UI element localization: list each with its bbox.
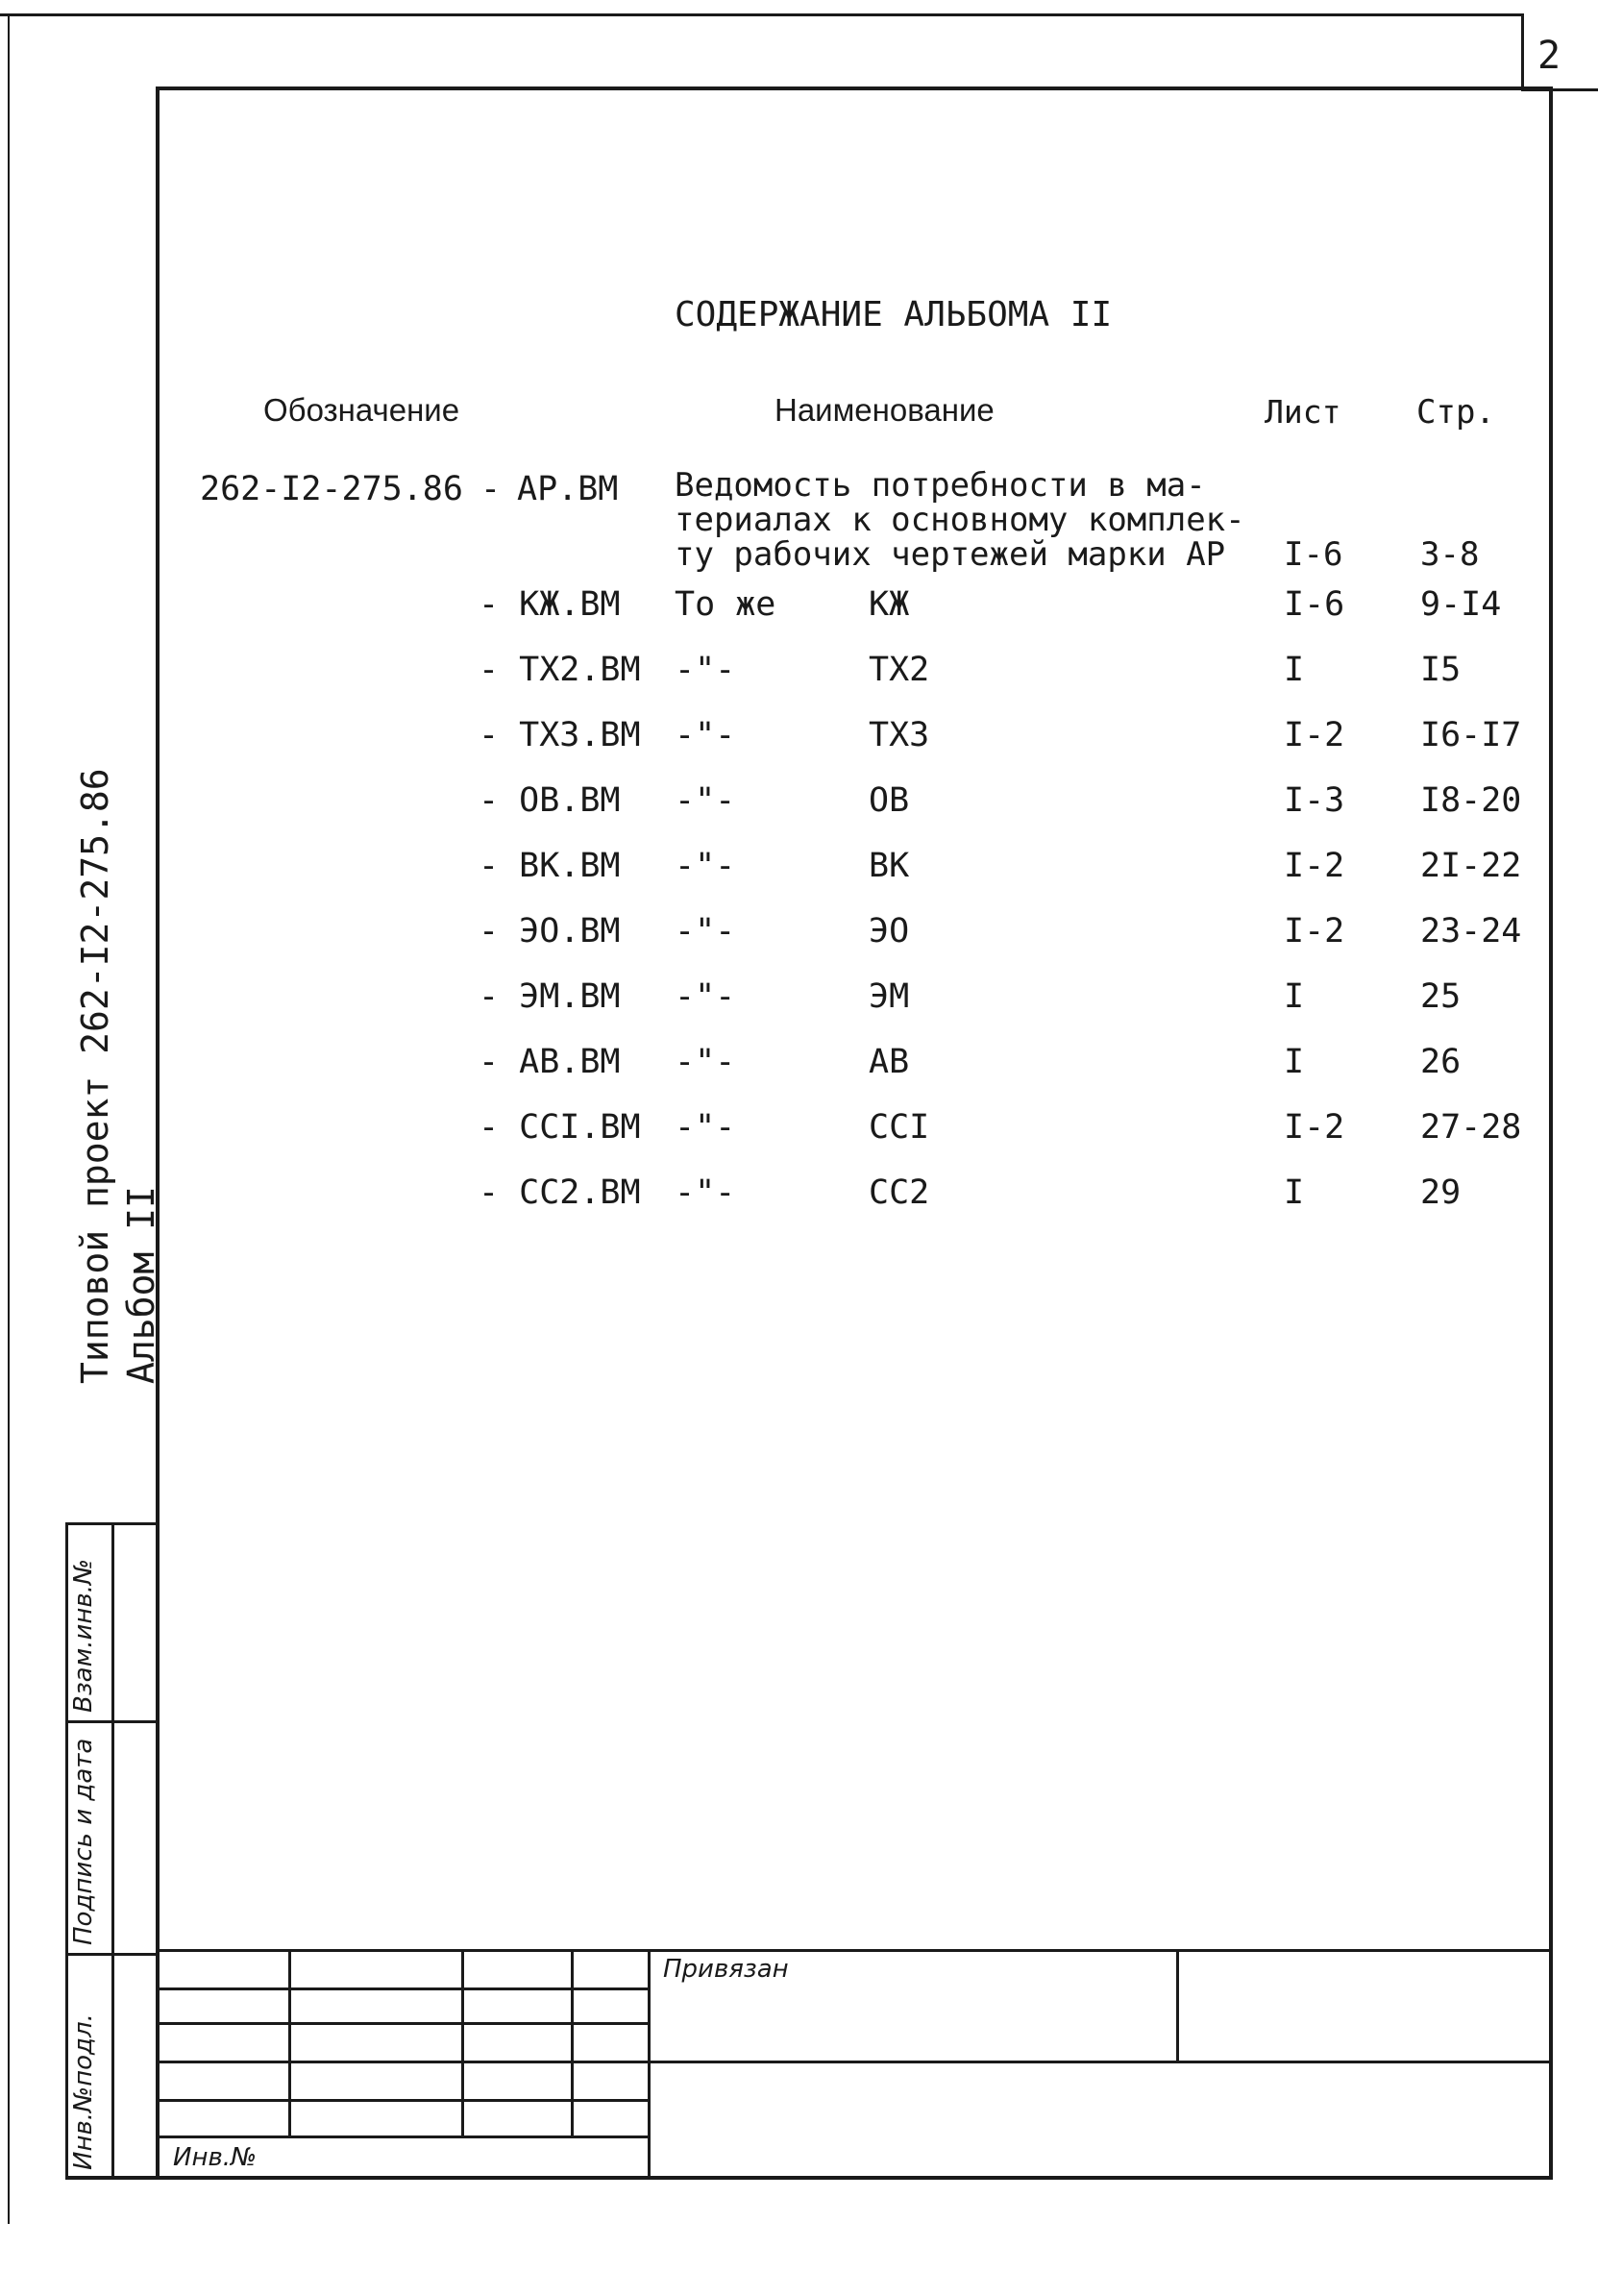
stamp-vzam-label: Взам.инв.№ <box>69 1559 98 1713</box>
first-row-sheet: I-6 <box>1284 535 1343 574</box>
header-sheet: Лист <box>1265 393 1341 431</box>
row-sheet: I-2 <box>1284 1108 1345 1147</box>
first-row-code: АР.ВМ <box>517 470 619 508</box>
row-sheet: I-2 <box>1284 912 1345 950</box>
frame-left <box>156 86 160 2178</box>
row-mark: ТХ3 <box>869 716 930 754</box>
tb-col <box>461 1949 464 2137</box>
row-desc: -"- <box>675 912 736 950</box>
stamp-divider <box>111 1522 114 2180</box>
row-code: - АВ.ВМ <box>479 1043 621 1081</box>
row-desc: -"- <box>675 651 736 689</box>
stamp-inv-podl-label: Инв.№подл. <box>69 2013 98 2170</box>
inv-no-label: Инв.№ <box>173 2143 258 2172</box>
frame-bottom <box>65 2176 1553 2180</box>
row-desc: -"- <box>675 1043 736 1081</box>
frame-right <box>1549 86 1553 2178</box>
row-sheet: I-3 <box>1284 781 1345 820</box>
stamp-top <box>65 1522 158 1525</box>
row-mark: СС2 <box>869 1173 930 1212</box>
row-page: 27-28 <box>1420 1108 1522 1147</box>
row-sheet: I <box>1284 1173 1305 1212</box>
header-page: Стр. <box>1416 393 1495 432</box>
privyazan-label: Привязан <box>663 1955 789 1984</box>
frame-top <box>158 86 1551 90</box>
row-mark: ТХ2 <box>869 651 930 689</box>
row-page: 25 <box>1420 977 1462 1016</box>
row-code: - КЖ.ВМ <box>479 585 621 624</box>
row-mark: ВК <box>869 847 910 885</box>
row-sheet: I <box>1284 1043 1305 1081</box>
page-edge-left <box>8 13 10 2224</box>
tb-row <box>158 2136 650 2138</box>
side-project-label: Типовой проект 262-I2-275.86 <box>74 768 116 1384</box>
stamp-sep <box>65 1720 158 1723</box>
row-desc: -"- <box>675 847 736 885</box>
page-number-box-left <box>1521 13 1524 90</box>
document-title: СОДЕРЖАНИЕ АЛЬБОМА II <box>675 295 1113 334</box>
row-code: - ЭО.ВМ <box>479 912 621 950</box>
stamp-left-edge <box>65 1522 68 2180</box>
row-code: - СС2.ВМ <box>479 1173 641 1212</box>
row-code: - ССI.ВМ <box>479 1108 641 1147</box>
stamp-sep <box>65 1953 158 1956</box>
row-page: 29 <box>1420 1173 1462 1212</box>
first-row-name-line: Ведомость потребности в ма- <box>675 466 1206 505</box>
row-desc: -"- <box>675 977 736 1016</box>
row-code: - ТХ2.ВМ <box>479 651 641 689</box>
row-mark: КЖ <box>869 585 910 624</box>
row-desc: То же <box>675 585 776 624</box>
row-mark: ССI <box>869 1108 930 1147</box>
first-row-name-line: териалах к основному комплек- <box>675 501 1245 539</box>
tb-row <box>158 1987 650 1990</box>
row-sheet: I-2 <box>1284 847 1345 885</box>
row-page: I5 <box>1420 651 1462 689</box>
row-mark: ЭМ <box>869 977 910 1016</box>
tb-row <box>158 2061 1551 2063</box>
row-page: 26 <box>1420 1043 1462 1081</box>
page-edge-top <box>0 13 1521 16</box>
row-code: - ТХ3.ВМ <box>479 716 641 754</box>
side-album-label: Альбом II <box>120 1186 162 1384</box>
row-code: - ЭМ.ВМ <box>479 977 621 1016</box>
row-mark: ЭО <box>869 912 910 950</box>
row-page: 2I-22 <box>1420 847 1522 885</box>
row-desc: -"- <box>675 716 736 754</box>
code-prefix: 262-I2-275.86 <box>200 470 463 508</box>
header-name: Наименование <box>774 392 995 428</box>
header-designation: Обозначение <box>263 392 460 428</box>
first-row-page: 3-8 <box>1420 535 1480 574</box>
row-page: I6-I7 <box>1420 716 1522 754</box>
tb-row <box>158 2022 650 2025</box>
row-sheet: I <box>1284 977 1305 1016</box>
tb-col <box>648 1949 651 2178</box>
row-page: 23-24 <box>1420 912 1522 950</box>
tb-top <box>158 1949 1551 1952</box>
tb-col <box>288 1949 291 2137</box>
row-sheet: I-6 <box>1284 585 1345 624</box>
row-sheet: I-2 <box>1284 716 1345 754</box>
row-page: 9-I4 <box>1420 585 1502 624</box>
row-code: - ВК.ВМ <box>479 847 621 885</box>
row-desc: -"- <box>675 1108 736 1147</box>
row-mark: АВ <box>869 1043 910 1081</box>
row-desc: -"- <box>675 781 736 820</box>
row-code: - ОВ.ВМ <box>479 781 621 820</box>
tb-col <box>571 1949 574 2137</box>
page-number: 2 <box>1537 34 1561 78</box>
first-row-dash: - <box>480 470 502 508</box>
row-sheet: I <box>1284 651 1305 689</box>
row-page: I8-20 <box>1420 781 1522 820</box>
tb-row <box>158 2099 650 2102</box>
row-mark: ОВ <box>869 781 910 820</box>
row-desc: -"- <box>675 1173 736 1212</box>
first-row-name-line: ту рабочих чертежей марки АР <box>675 535 1226 574</box>
tb-col <box>1176 1949 1179 2062</box>
stamp-podpis-label: Подпись и дата <box>69 1738 98 1945</box>
